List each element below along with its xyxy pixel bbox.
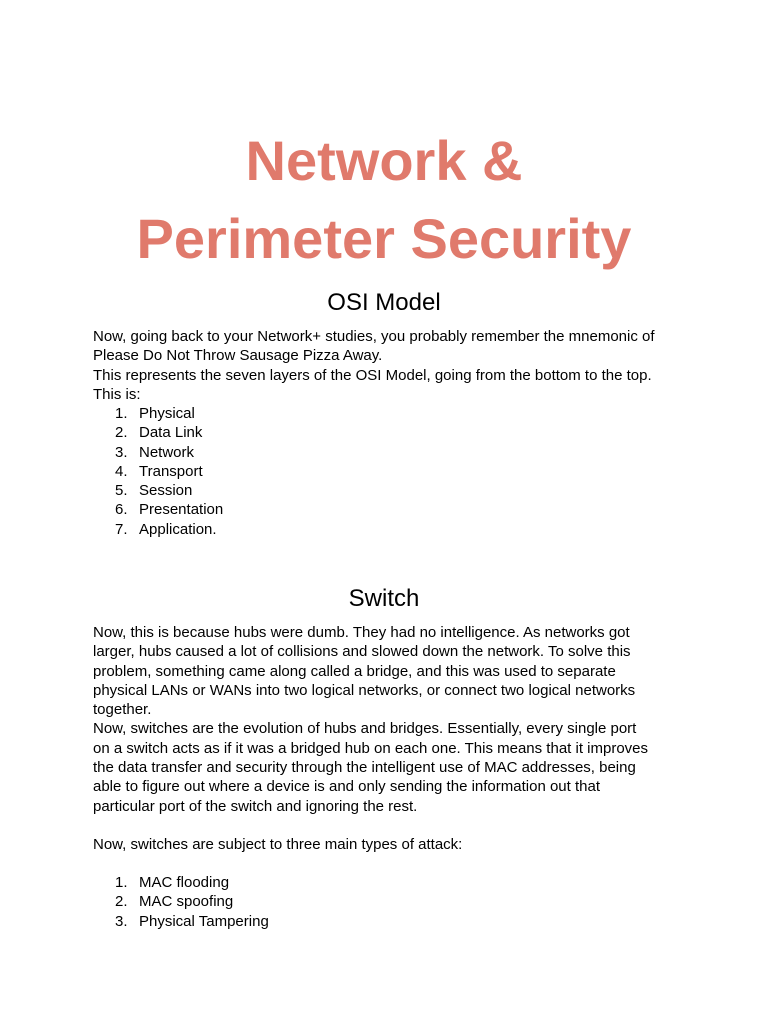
list-item-number: 7. bbox=[115, 520, 128, 538]
switch-body-line: larger, hubs caused a lot of collisions and slowed down the network. To solve this bbox=[93, 643, 631, 661]
osi-layers-list bbox=[93, 404, 223, 539]
list-item-label: Network bbox=[139, 443, 195, 461]
switch-attacks-list bbox=[93, 873, 269, 931]
list-item-label: Physical Tampering bbox=[139, 912, 269, 930]
osi-intro-line: Now, going back to your Network+ studies, you probably remember the mnemonic of bbox=[93, 328, 655, 345]
list-item bbox=[93, 462, 223, 481]
list-item bbox=[93, 404, 223, 423]
osi-model-heading: OSI Model bbox=[327, 289, 441, 316]
list-item-number: 3. bbox=[115, 912, 128, 930]
list-item-number: 2. bbox=[115, 893, 128, 911]
osi-intro-line: Please Do Not Throw Sausage Pizza Away. bbox=[93, 347, 383, 365]
list-item-label: Transport bbox=[139, 462, 203, 480]
switch-body-line: on a switch acts as if it was a bridged hub on each one. This means that it improves bbox=[93, 739, 649, 757]
list-item-number: 6. bbox=[115, 501, 128, 519]
document-title-line-1: Network & bbox=[245, 128, 523, 192]
list-item bbox=[93, 873, 269, 892]
list-item-number: 1. bbox=[115, 874, 128, 891]
switch-body-line: Now, this is because hubs were dumb. They had no intelligence. As networks got bbox=[93, 624, 630, 641]
list-item-label: Application. bbox=[139, 520, 217, 538]
osi-intro-line: This is: bbox=[93, 385, 141, 403]
list-item bbox=[93, 520, 223, 539]
switch-body-line: the data transfer and security through the intelligent use of MAC addresses, being bbox=[93, 759, 636, 777]
list-item-label: Session bbox=[139, 482, 193, 500]
list-item-label: Data Link bbox=[139, 424, 203, 442]
list-item bbox=[93, 423, 223, 442]
list-item-label: Physical bbox=[139, 405, 195, 422]
switch-heading: Switch bbox=[348, 585, 420, 612]
switch-body-line: particular port of the switch and ignoring the rest. bbox=[93, 797, 418, 815]
switch-body-line: problem, something came along called a bridge, and this was used to separate bbox=[93, 662, 616, 680]
osi-intro-line: This represents the seven layers of the OSI Model, going from the bottom to the top. bbox=[93, 366, 652, 384]
switch-attack-intro bbox=[93, 835, 693, 854]
list-item-label: MAC flooding bbox=[139, 874, 230, 891]
switch-body-line: able to figure out where a device is and only sending the information out that bbox=[93, 778, 600, 796]
document-title bbox=[0, 122, 768, 278]
switch-attack-intro-text: Now, switches are subject to three main types of attack: bbox=[93, 836, 463, 853]
list-item-number: 5. bbox=[115, 482, 128, 500]
osi-intro-paragraph bbox=[93, 327, 693, 404]
switch-body-line: physical LANs or WANs into two logical networks, or connect two logical networks bbox=[93, 681, 636, 699]
list-item-number: 1. bbox=[115, 405, 128, 422]
list-item bbox=[93, 481, 223, 500]
list-item-label: MAC spoofing bbox=[139, 893, 234, 911]
list-item bbox=[93, 443, 223, 462]
switch-body-line: together. bbox=[93, 701, 152, 719]
list-item-label: Presentation bbox=[139, 501, 224, 519]
list-item bbox=[93, 500, 223, 519]
list-item bbox=[93, 912, 269, 931]
switch-body-paragraph bbox=[93, 623, 693, 816]
switch-body-line: Now, switches are the evolution of hubs and bridges. Essentially, every single port bbox=[93, 720, 637, 738]
list-item-number: 2. bbox=[115, 424, 128, 442]
document-title-line-2: Perimeter Security bbox=[136, 206, 632, 270]
list-item bbox=[93, 892, 269, 911]
list-item-number: 4. bbox=[115, 462, 128, 480]
list-item-number: 3. bbox=[115, 443, 128, 461]
